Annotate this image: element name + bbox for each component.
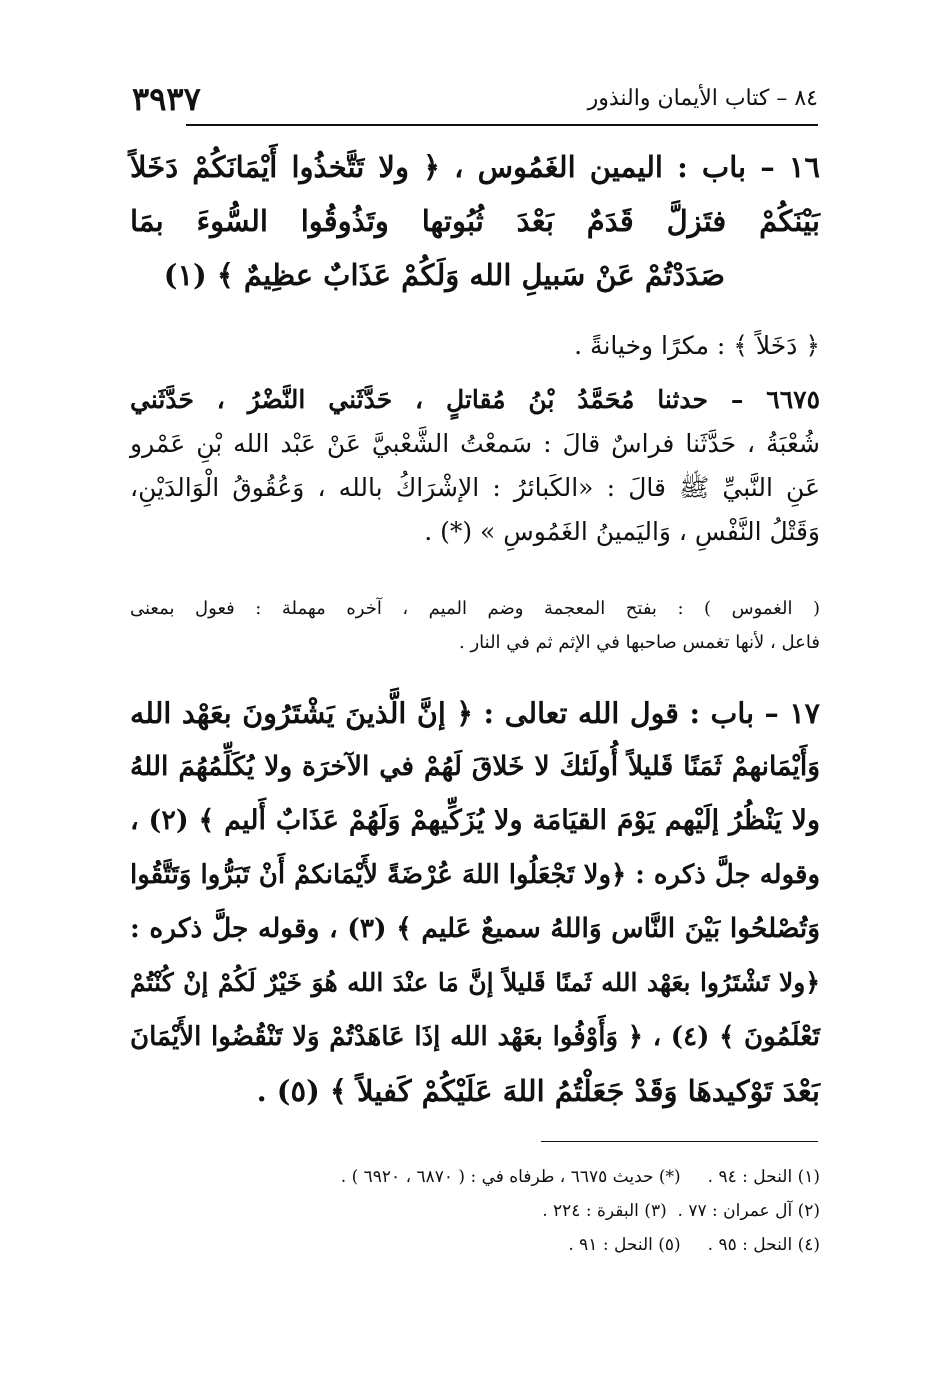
footnote-line: (٤) النحل : ٩٥ . (٥) النحل : ٩١ .	[568, 1235, 820, 1255]
explanation-line: فاعل ، لأنها تغمس صاحبها في الإثم ثم في النار .	[459, 632, 820, 653]
bab-17-line: وَأَيْمَانهمْ ثَمَنًا قَليلاً أُولَئكَ لا خَلاقَ لَهُمْ في الآخرَة ولا يُكَلِّمُهُمَ اللهُ	[130, 751, 820, 782]
hadith-line: عَنِ النَّبيِّ ﷺ قالَ : «الكَبائرُ : الإشْرَاكُ بالله ، وَعُقُوقُ الْوَالدَيْنِ،	[130, 473, 820, 502]
bab-16-line: ١٦ – باب : اليمين الغَمُوس ، ﴿ ولا تَتَّخذُوا أَيْمَانَكُمْ دَخَلاً	[130, 150, 820, 184]
hadith-line: ٦٦٧٥ – حدثنا مُحَمَّدُ بْنُ مُقاتلٍ ، حَدَّثَني النَّضْرُ ، حَدَّثَني	[130, 385, 820, 414]
hadith-line: شُعْبَةُ ، حَدَّثَنا فراسٌ قالَ : سَمعْتُ الشَّعْبيَّ عَنْ عَبْد الله بْنِ عَمْرو	[130, 429, 820, 458]
bab-17-heading	[130, 686, 820, 1118]
explanation-line: ( الغموس ) : بفتح المعجمة وضم الميم ، آخره مهملة : فعول بمعنى	[130, 598, 821, 619]
footnote-line: (٢) آل عمران : ٧٧ . (٣) البقرة : ٢٢٤ .	[542, 1201, 820, 1221]
bab-17-line: وَتُصْلحُوا بَيْنَ النَّاس وَاللهُ سميعٌ عَليم ﴾ (٣) ، وقوله جلَّ ذكره :	[130, 913, 820, 944]
bab-17-line: ١٧ – باب : قول الله تعالى : ﴿ إنَّ الَّذينَ يَشْتَرُونَ بعَهْد الله	[130, 696, 820, 730]
bab-17-line: بَعْدَ تَوْكيدهَا وَقَدْ جَعَلْتُمُ اللهَ عَلَيْكُمْ كَفيلاً ﴾ (٥) .	[256, 1074, 820, 1108]
gloss-line: ﴿ دَخَلاً ﴾ : مكرًا وخيانةً .	[574, 331, 820, 360]
hadith-line: وَقَتْلُ النَّفْسِ ، وَاليَمينُ الغَمُوسِ » (*) .	[424, 517, 820, 546]
bab-17-line: ﴿ولا تَشْتَرُوا بعَهْد الله ثَمنًا قَليلاً إنَّ مَا عنْدَ الله هُوَ خَيْرٌ لَكُمْ إنْ كُنْتُمْ	[130, 968, 820, 997]
gloss	[130, 324, 820, 368]
footnote-rule	[541, 1141, 818, 1142]
bab-17-line: وقوله جلَّ ذكره : ﴿ولا تَجْعَلُوا اللهَ عُرْضَةً لأَيْمَانكمْ أَنْ تَبَرُّوا وَتَتَّقُوا	[129, 860, 820, 890]
explanation-note	[130, 592, 820, 660]
bab-16-line: بَيْنَكُمْ فتَزلَّ قَدَمٌ بَعْدَ ثُبُوتها وتَذُوقُوا السُّوءَ بمَا	[130, 204, 820, 238]
footnotes	[130, 1160, 820, 1262]
bab-17-line: ولا يَنْظُرُ إلَيْهم يَوْمَ القيَامَة ولا يُزَكِّيهمْ وَلَهُمْ عَذَابٌ أَليم ﴾ (٢) ،	[130, 805, 820, 836]
bab-17-line: تَعْلَمُونَ ﴾ (٤) ، ﴿ وَأَوْفُوا بعَهْد الله إذَا عَاهَدْتُمْ وَلا تَنْقُضُوا الأَيْمَانَ	[130, 1022, 821, 1052]
running-header	[132, 80, 818, 120]
hadith-6675	[130, 378, 820, 554]
bab-16-heading	[130, 140, 820, 302]
page-number: ٣٩٣٧	[132, 80, 201, 118]
header-rule	[186, 124, 818, 126]
footnote-line: (١) النحل : ٩٤ . (*) حديث ٦٦٧٥ ، طرفاه في : ( ٦٨٧٠ ، ٦٩٢٠ ) .	[340, 1167, 820, 1187]
running-title: ٨٤ – كتاب الأيمان والنذور	[587, 86, 818, 111]
bab-16-line: صَدَدْتُمْ عَنْ سَبيلِ الله وَلَكُمْ عَذَابٌ عظِيمٌ ﴾ (١)	[163, 258, 725, 292]
